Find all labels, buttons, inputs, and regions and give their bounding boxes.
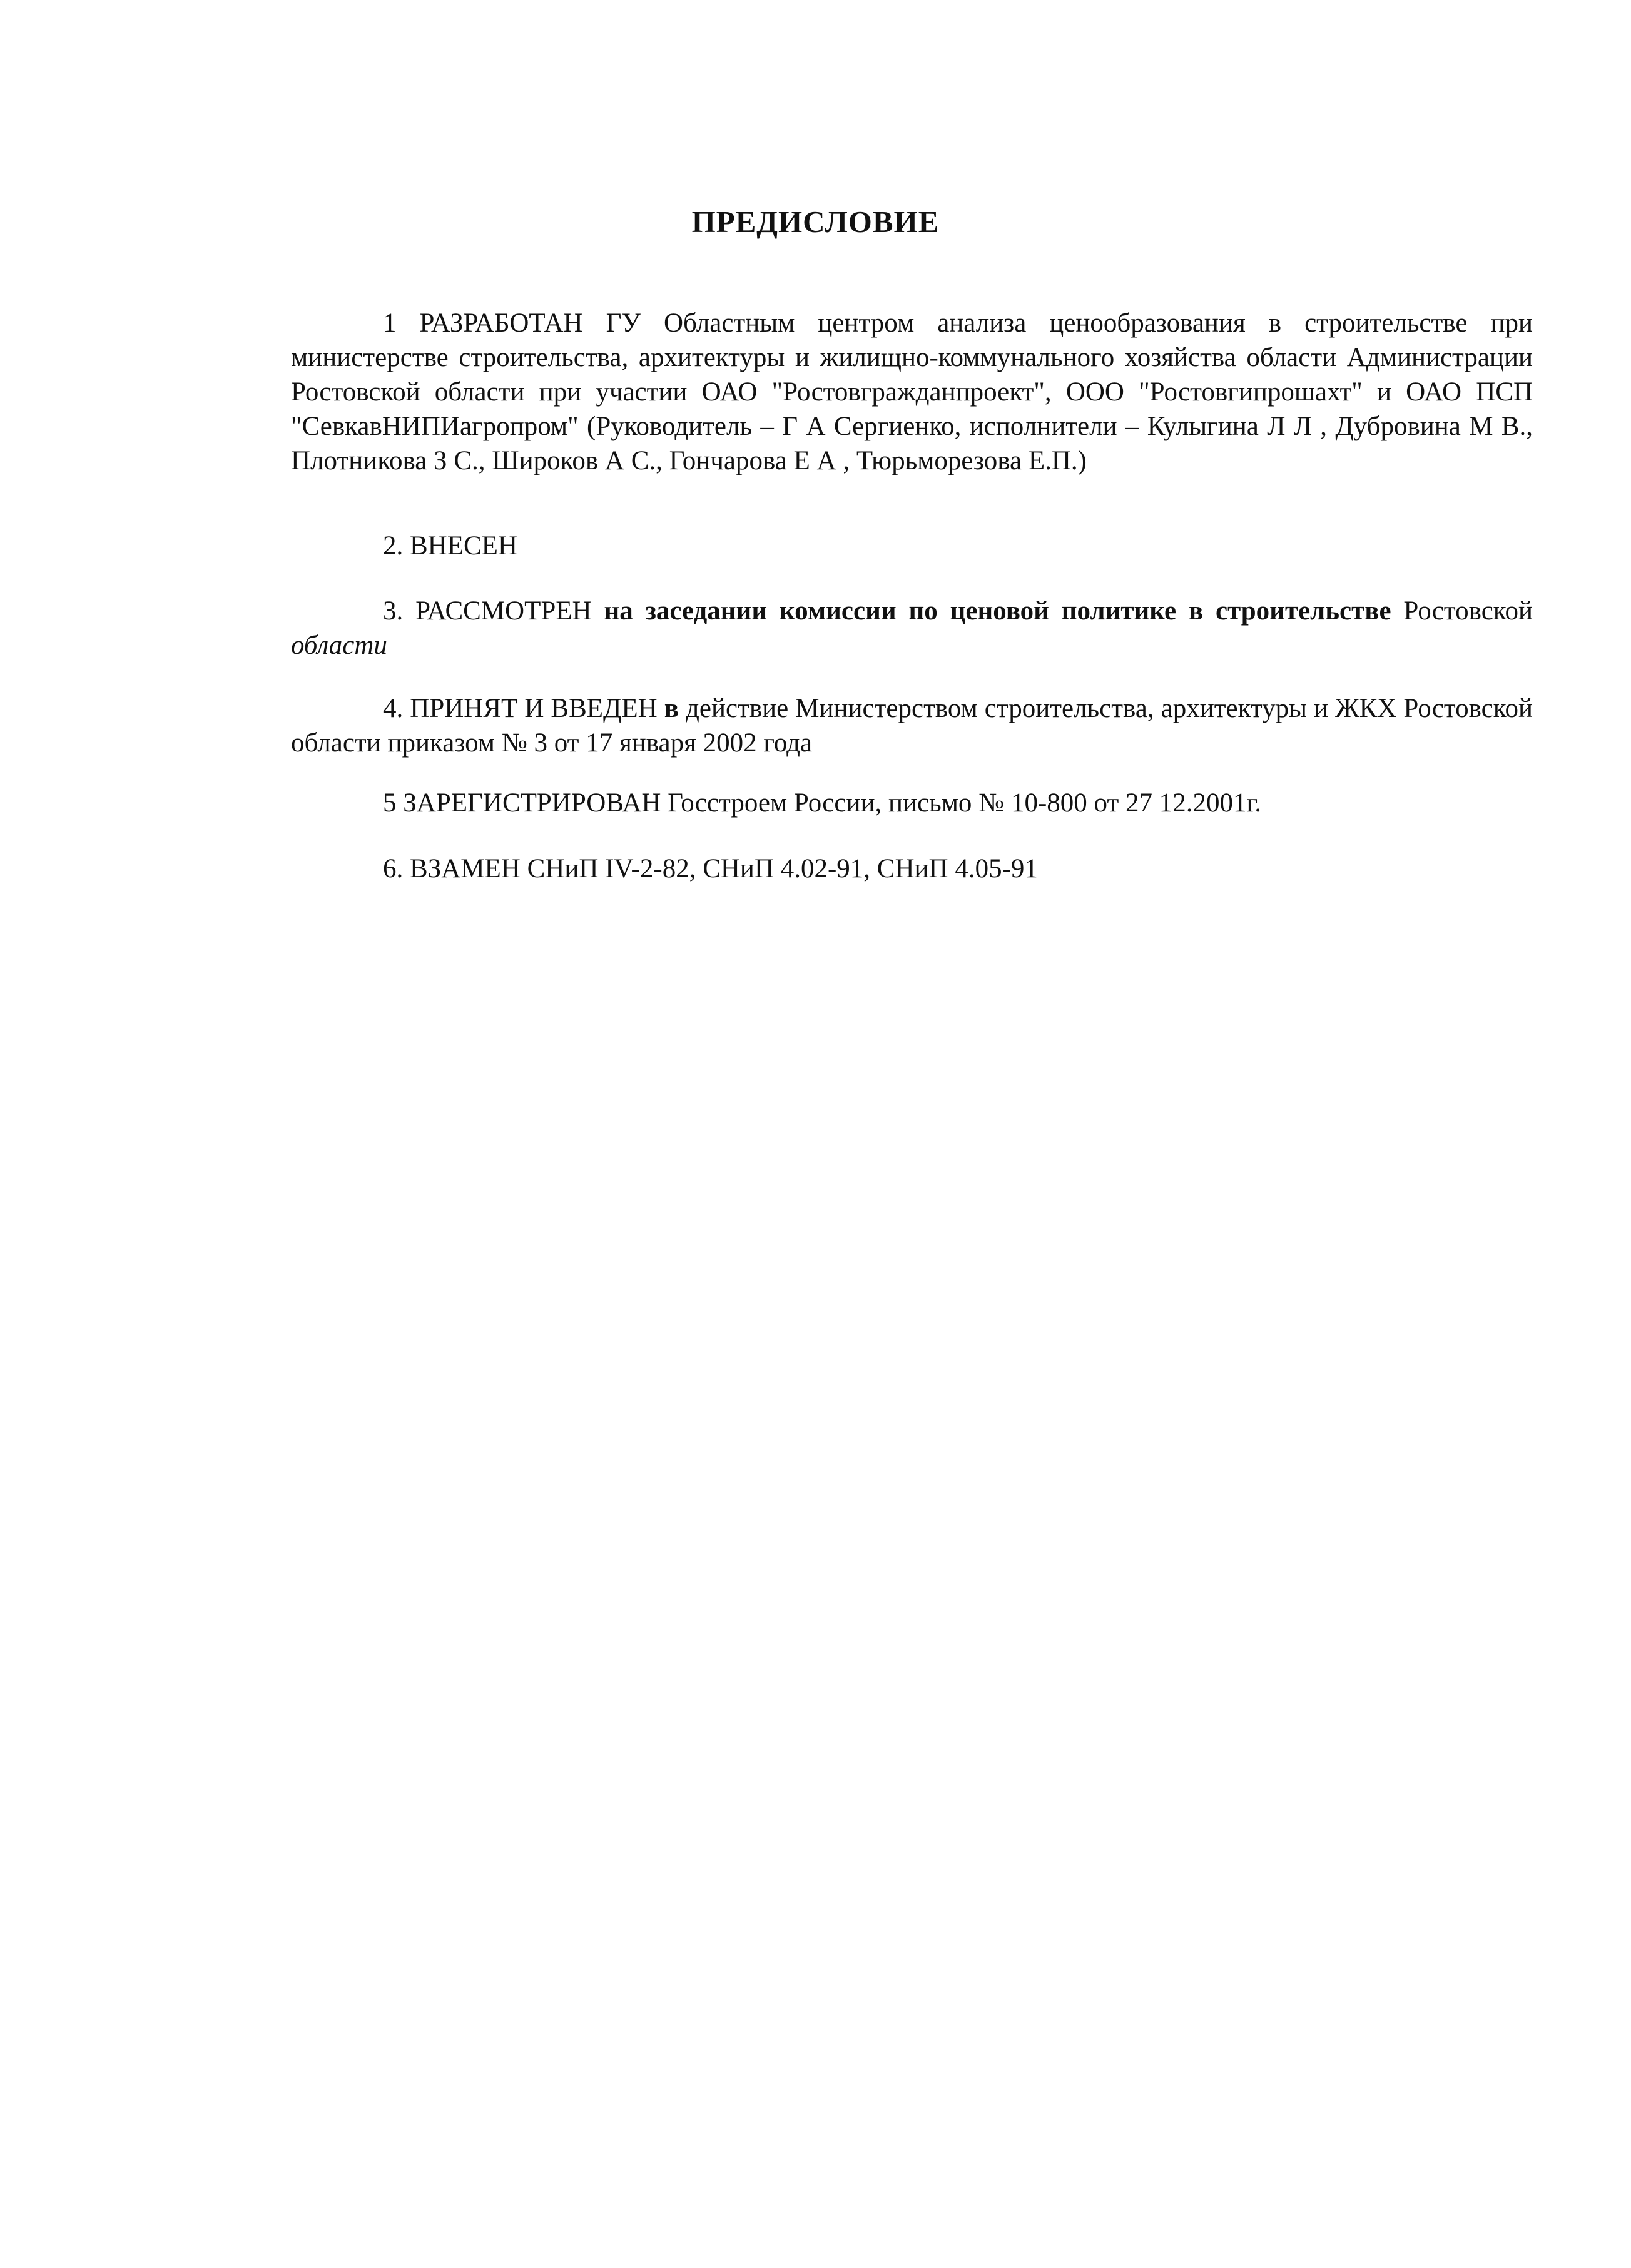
adopted-lead: 4. ПРИНЯТ И ВВЕДЕН xyxy=(383,694,664,723)
reviewed-italic-text: области xyxy=(291,631,387,660)
page-title: ПРЕДИСЛОВИЕ xyxy=(691,205,940,239)
preface-item-developed: 1 РАЗРАБОТАН ГУ Областным центром анализа ценообразования в строительстве при министерстве строительства, архитектуры и жилищно-коммунального хозяйства области Администрации Ростовской области при участии ОАО "Ростовгражданпроект", ООО "Ростовгипрошахт" и ОАО ПСП "СевкавНИПИагропром" (Руководитель – Г А Сергиенко, исполнители – Кулыгина Л Л , Дубровина М В., Плотникова З С., Широков А С., Гончарова Е А , Тюрьморезова Е.П.) xyxy=(291,308,1533,475)
adopted-tail: действие Министерством строительства, архитектуры и ЖКХ Ростовской области приказом № 3 от 17 января 2002 года xyxy=(291,694,1533,758)
reviewed-tail: Ростовской xyxy=(1391,596,1533,626)
reviewed-bold-text: на заседании комиссии по ценовой политике в строительстве xyxy=(604,596,1391,626)
adopted-bold-text: в xyxy=(664,694,679,723)
preface-item-reviewed xyxy=(291,594,1533,663)
preface-item-registered: 5 ЗАРЕГИСТРИРОВАН Госстроем России, письмо № 10-800 от 27 12.2001г. xyxy=(383,788,1262,818)
preface-item-replaces: 6. ВЗАМЕН СНиП IV-2-82, СНиП 4.02-91, СНиП 4.05-91 xyxy=(383,854,1038,883)
reviewed-lead: 3. РАССМОТРЕН xyxy=(383,596,604,626)
preface-item-submitted: 2. ВНЕСЕН xyxy=(383,531,517,561)
preface-item-adopted xyxy=(291,691,1533,760)
